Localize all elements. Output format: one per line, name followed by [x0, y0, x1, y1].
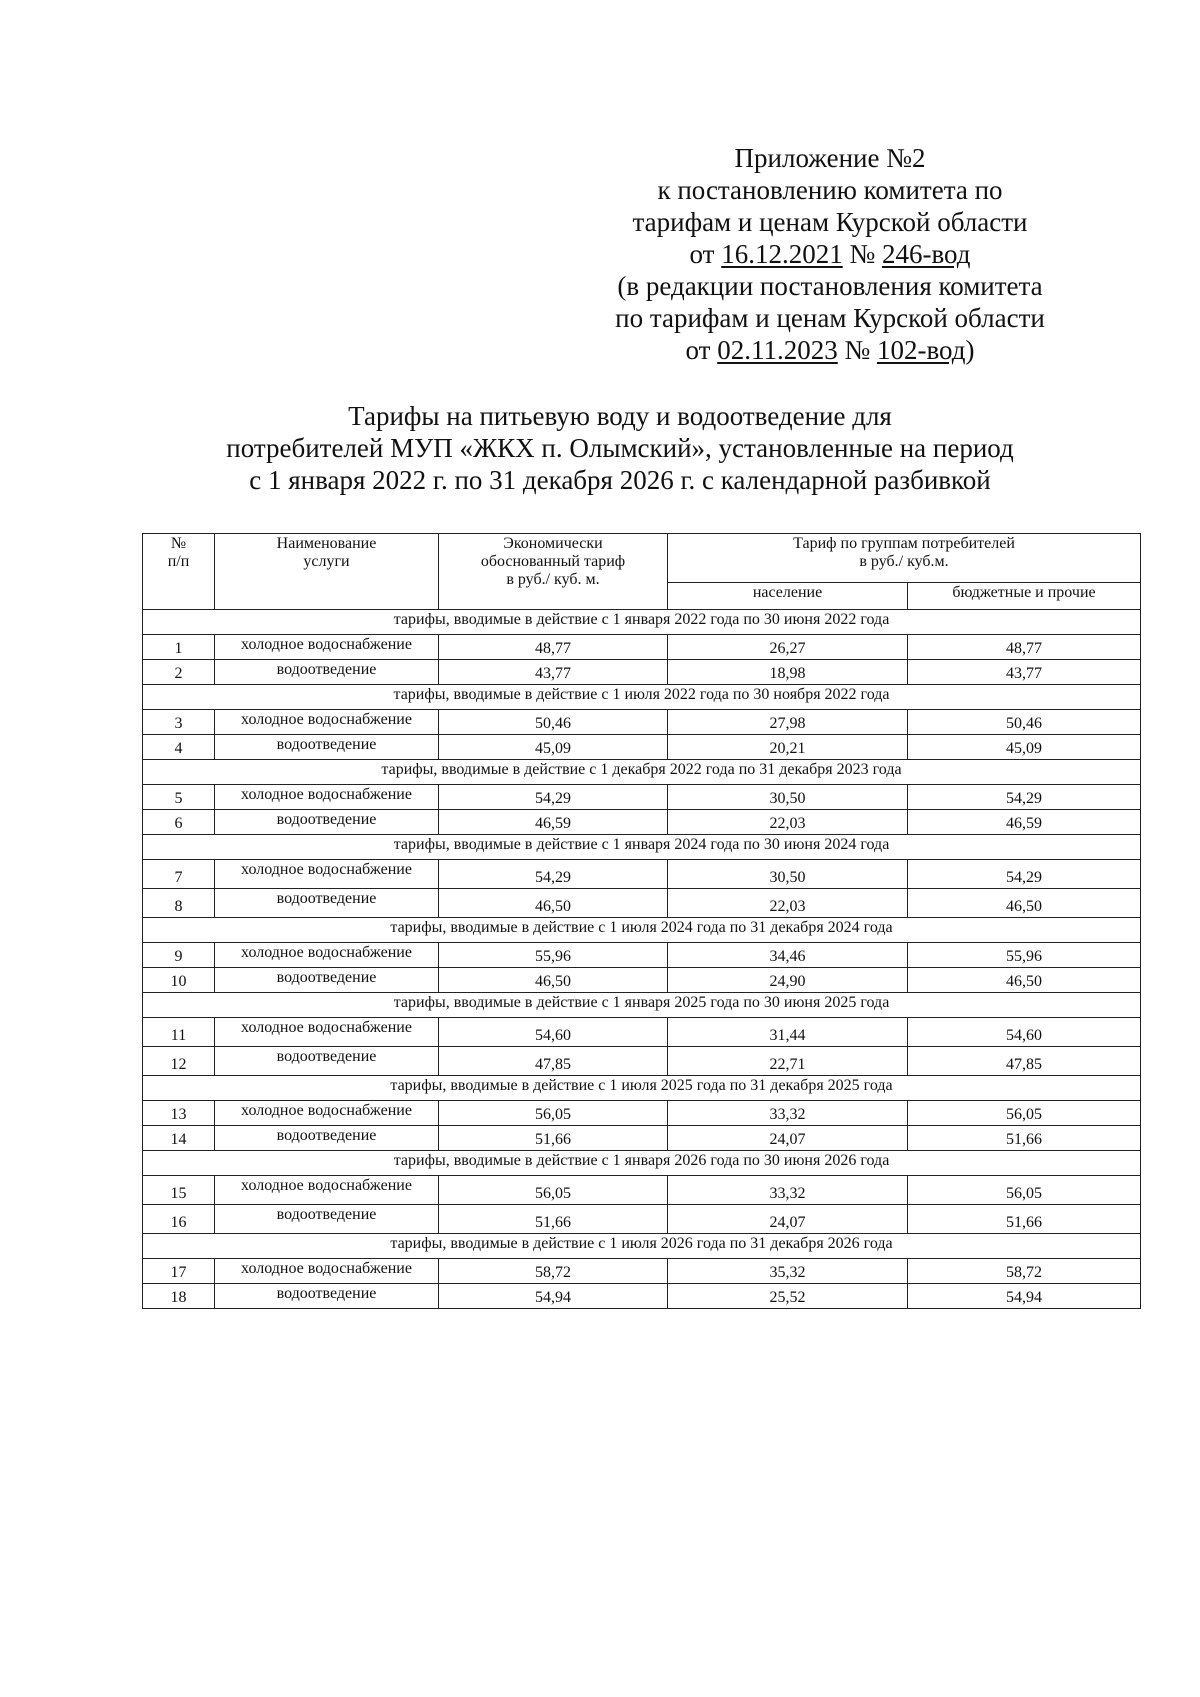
header-budget: бюджетные и прочие [908, 583, 1141, 610]
row-number: 7 [143, 860, 215, 889]
period-label: тарифы, вводимые в действие с 1 января 2026 года по 30 июня 2026 года [143, 1151, 1141, 1176]
table-row [143, 889, 1141, 918]
row-number: 17 [143, 1259, 215, 1284]
table-row [143, 1176, 1141, 1205]
header-population: население [668, 583, 908, 610]
economic-tariff-value: 50,46 [439, 710, 668, 735]
row-number: 6 [143, 810, 215, 835]
economic-tariff-value: 56,05 [439, 1101, 668, 1126]
population-tariff-value: 35,32 [668, 1259, 908, 1284]
table-row [143, 785, 1141, 810]
header-number [143, 534, 215, 610]
economic-tariff-value: 51,66 [439, 1126, 668, 1151]
economic-tariff-value: 43,77 [439, 660, 668, 685]
population-tariff-value: 31,44 [668, 1018, 908, 1047]
population-tariff-value: 25,52 [668, 1284, 908, 1309]
row-number: 2 [143, 660, 215, 685]
period-row [143, 760, 1141, 785]
budget-tariff-value: 50,46 [908, 710, 1141, 735]
service-name: холодное водоснабжение [215, 1176, 439, 1205]
economic-tariff-value: 54,29 [439, 785, 668, 810]
appendix-line-1: Приложение №2 [734, 143, 926, 173]
appendix-date: 16.12.2021 [721, 239, 843, 269]
header-economic-line-2: обоснованный тариф [480, 553, 626, 570]
service-name: водоотведение [215, 660, 439, 685]
period-row [143, 993, 1141, 1018]
row-number: 8 [143, 889, 215, 918]
service-name: холодное водоснабжение [215, 1101, 439, 1126]
period-row [143, 685, 1141, 710]
row-number: 12 [143, 1047, 215, 1076]
service-name: водоотведение [215, 1284, 439, 1309]
population-tariff-value: 22,03 [668, 810, 908, 835]
row-number: 5 [143, 785, 215, 810]
budget-tariff-value: 46,50 [908, 968, 1141, 993]
budget-tariff-value: 46,50 [908, 889, 1141, 918]
budget-tariff-value: 56,05 [908, 1176, 1141, 1205]
economic-tariff-value: 54,60 [439, 1018, 668, 1047]
tariff-table [142, 533, 1141, 1309]
table-row [143, 968, 1141, 993]
tariff-table-body [143, 610, 1141, 1309]
population-tariff-value: 18,98 [668, 660, 908, 685]
appendix-date-prefix: от [689, 239, 715, 269]
header-consumer-groups [668, 534, 1141, 583]
table-row [143, 1047, 1141, 1076]
population-tariff-value: 30,50 [668, 860, 908, 889]
header-number-line-2: п/п [167, 553, 190, 570]
appendix-block [590, 142, 1070, 366]
table-row [143, 1205, 1141, 1234]
service-name: холодное водоснабжение [215, 860, 439, 889]
appendix-line-6: по тарифам и ценам Курской области [615, 303, 1045, 333]
table-row [143, 1101, 1141, 1126]
period-label: тарифы, вводимые в действие с 1 июля 2022 года по 30 ноября 2022 года [143, 685, 1141, 710]
budget-tariff-value: 43,77 [908, 660, 1141, 685]
tariff-table-header [143, 534, 1141, 610]
population-tariff-value: 22,71 [668, 1047, 908, 1076]
budget-tariff-value: 54,60 [908, 1018, 1141, 1047]
service-name: холодное водоснабжение [215, 710, 439, 735]
row-number: 16 [143, 1205, 215, 1234]
budget-tariff-value: 45,09 [908, 735, 1141, 760]
economic-tariff-value: 48,77 [439, 635, 668, 660]
service-name: холодное водоснабжение [215, 785, 439, 810]
period-label: тарифы, вводимые в действие с 1 июля 2026 года по 31 декабря 2026 года [143, 1234, 1141, 1259]
title-line-1: Тарифы на питьевую воду и водоотведение для [348, 401, 892, 431]
table-row [143, 860, 1141, 889]
period-row [143, 918, 1141, 943]
amendment-close-paren: ) [965, 335, 975, 365]
row-number: 3 [143, 710, 215, 735]
budget-tariff-value: 58,72 [908, 1259, 1141, 1284]
service-name: холодное водоснабжение [215, 943, 439, 968]
table-row [143, 710, 1141, 735]
table-row [143, 810, 1141, 835]
row-number: 10 [143, 968, 215, 993]
budget-tariff-value: 54,29 [908, 785, 1141, 810]
amendment-number: 102-вод [876, 335, 966, 365]
economic-tariff-value: 54,94 [439, 1284, 668, 1309]
table-row [143, 1018, 1141, 1047]
population-tariff-value: 24,07 [668, 1205, 908, 1234]
population-tariff-value: 20,21 [668, 735, 908, 760]
economic-tariff-value: 47,85 [439, 1047, 668, 1076]
economic-tariff-value: 51,66 [439, 1205, 668, 1234]
period-label: тарифы, вводимые в действие с 1 декабря 2022 года по 31 декабря 2023 года [143, 760, 1141, 785]
population-tariff-value: 33,32 [668, 1101, 908, 1126]
budget-tariff-value: 46,59 [908, 810, 1141, 835]
table-row [143, 735, 1141, 760]
appendix-line-4 [590, 238, 1070, 270]
row-number: 15 [143, 1176, 215, 1205]
economic-tariff-value: 46,50 [439, 889, 668, 918]
budget-tariff-value: 54,94 [908, 1284, 1141, 1309]
economic-tariff-value: 46,59 [439, 810, 668, 835]
table-row [143, 1284, 1141, 1309]
population-tariff-value: 24,90 [668, 968, 908, 993]
period-label: тарифы, вводимые в действие с 1 января 2024 года по 30 июня 2024 года [143, 835, 1141, 860]
period-label: тарифы, вводимые в действие с 1 июля 2025 года по 31 декабря 2025 года [143, 1076, 1141, 1101]
period-row [143, 835, 1141, 860]
header-economic-line-3: в руб./ куб. м. [506, 571, 600, 588]
appendix-line-5: (в редакции постановления комитета [617, 271, 1043, 301]
service-name: холодное водоснабжение [215, 1259, 439, 1284]
period-row [143, 1076, 1141, 1101]
service-name: водоотведение [215, 735, 439, 760]
service-name: водоотведение [215, 889, 439, 918]
service-name: водоотведение [215, 1047, 439, 1076]
period-label: тарифы, вводимые в действие с 1 января 2025 года по 30 июня 2025 года [143, 993, 1141, 1018]
table-row [143, 1259, 1141, 1284]
period-row [143, 610, 1141, 635]
economic-tariff-value: 46,50 [439, 968, 668, 993]
title-line-2: потребителей МУП «ЖКХ п. Олымский», установленные на период [226, 433, 1014, 463]
row-number: 18 [143, 1284, 215, 1309]
header-number-line-1: № [170, 535, 187, 552]
period-label: тарифы, вводимые в действие с 1 января 2022 года по 30 июня 2022 года [143, 610, 1141, 635]
row-number: 1 [143, 635, 215, 660]
row-number: 9 [143, 943, 215, 968]
budget-tariff-value: 55,96 [908, 943, 1141, 968]
population-tariff-value: 22,03 [668, 889, 908, 918]
population-tariff-value: 30,50 [668, 785, 908, 810]
row-number: 4 [143, 735, 215, 760]
header-groups-line-1: Тариф по группам потребителей [793, 535, 1015, 552]
economic-tariff-value: 45,09 [439, 735, 668, 760]
service-name: холодное водоснабжение [215, 635, 439, 660]
header-economic-line-1: Экономически [503, 535, 603, 552]
budget-tariff-value: 54,29 [908, 860, 1141, 889]
budget-tariff-value: 56,05 [908, 1101, 1141, 1126]
population-tariff-value: 33,32 [668, 1176, 908, 1205]
row-number: 14 [143, 1126, 215, 1151]
appendix-number: 246-вод [881, 239, 971, 269]
economic-tariff-value: 55,96 [439, 943, 668, 968]
economic-tariff-value: 56,05 [439, 1176, 668, 1205]
appendix-line-3: тарифам и ценам Курской области [632, 207, 1028, 237]
appendix-line-2: к постановлению комитета по [657, 175, 1003, 205]
period-row [143, 1151, 1141, 1176]
amendment-date-prefix: от [685, 335, 711, 365]
period-label: тарифы, вводимые в действие с 1 июля 2024 года по 31 декабря 2024 года [143, 918, 1141, 943]
budget-tariff-value: 51,66 [908, 1205, 1141, 1234]
table-row [143, 1126, 1141, 1151]
service-name: водоотведение [215, 1126, 439, 1151]
population-tariff-value: 34,46 [668, 943, 908, 968]
population-tariff-value: 27,98 [668, 710, 908, 735]
budget-tariff-value: 51,66 [908, 1126, 1141, 1151]
table-row [143, 660, 1141, 685]
service-name: водоотведение [215, 1205, 439, 1234]
header-service-line-1: Наименование [276, 535, 377, 552]
header-groups-line-2: в руб./ куб.м. [859, 553, 949, 570]
table-row [143, 943, 1141, 968]
budget-tariff-value: 47,85 [908, 1047, 1141, 1076]
title-line-3: с 1 января 2022 г. по 31 декабря 2026 г. с календарной разбивкой [249, 465, 991, 495]
amendment-number-sign: № [844, 335, 871, 365]
appendix-number-sign: № [849, 239, 876, 269]
row-number: 11 [143, 1018, 215, 1047]
amendment-date: 02.11.2023 [717, 335, 838, 365]
service-name: водоотведение [215, 968, 439, 993]
header-service [215, 534, 439, 610]
economic-tariff-value: 54,29 [439, 860, 668, 889]
table-row [143, 635, 1141, 660]
period-row [143, 1234, 1141, 1259]
population-tariff-value: 26,27 [668, 635, 908, 660]
service-name: водоотведение [215, 810, 439, 835]
appendix-line-7 [590, 334, 1070, 366]
row-number: 13 [143, 1101, 215, 1126]
header-economic-tariff [439, 534, 668, 610]
population-tariff-value: 24,07 [668, 1126, 908, 1151]
document-title [140, 400, 1100, 496]
service-name: холодное водоснабжение [215, 1018, 439, 1047]
header-service-line-2: услуги [303, 553, 350, 570]
economic-tariff-value: 58,72 [439, 1259, 668, 1284]
budget-tariff-value: 48,77 [908, 635, 1141, 660]
